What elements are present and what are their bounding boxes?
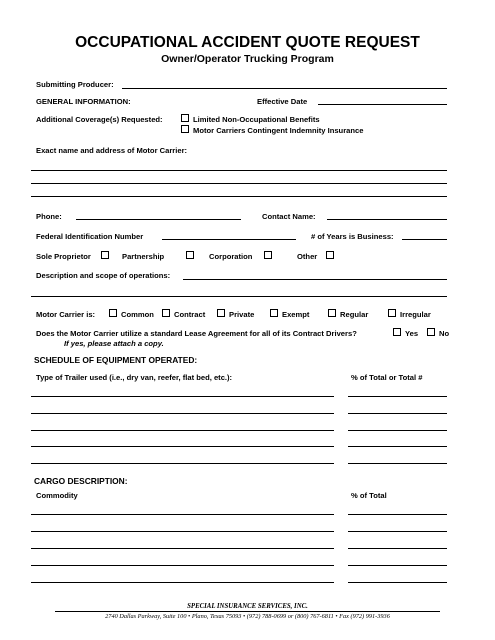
carrier-contract-checkbox[interactable] <box>162 309 170 317</box>
commodity-line-3[interactable] <box>31 548 334 549</box>
motor-carrier-address-line-2[interactable] <box>31 183 447 184</box>
carrier-irregular-checkbox[interactable] <box>388 309 396 317</box>
trailer-pct-line-2[interactable] <box>348 413 447 414</box>
submitting-producer-label: Submitting Producer: <box>36 80 114 89</box>
motor-carrier-is-label: Motor Carrier is: <box>36 310 96 319</box>
motor-carrier-address-line-1[interactable] <box>31 170 447 171</box>
trailer-type-label: Type of Trailer used (i.e., dry van, reefer, flat bed, etc.): <box>36 373 233 382</box>
coverage-contingent-indemnity-label: Motor Carriers Contingent Indemnity Insurance <box>193 126 364 135</box>
lease-no-checkbox[interactable] <box>427 328 435 336</box>
description-line-2[interactable] <box>31 296 447 297</box>
effective-date-field[interactable] <box>318 104 447 105</box>
motor-carrier-name-label: Exact name and address of Motor Carrier: <box>36 146 188 155</box>
years-in-business-label: # of Years is Business: <box>311 232 394 241</box>
entity-sole-proprietor-label: Sole Proprietor <box>36 252 91 261</box>
entity-other-checkbox[interactable] <box>326 251 334 259</box>
coverage-non-occupational-checkbox[interactable] <box>181 114 189 122</box>
effective-date-label: Effective Date <box>257 97 308 106</box>
trailer-type-line-1[interactable] <box>31 396 334 397</box>
commodity-line-5[interactable] <box>31 582 334 583</box>
motor-carrier-address-line-3[interactable] <box>31 196 447 197</box>
footer-company: SPECIAL INSURANCE SERVICES, INC. <box>187 603 308 610</box>
lease-yes-checkbox[interactable] <box>393 328 401 336</box>
commodity-pct-line-5[interactable] <box>348 582 447 583</box>
carrier-irregular-label: Irregular <box>400 310 431 319</box>
lease-question-label: Does the Motor Carrier utilize a standard Lease Agreement for all of its Contract Drivers? <box>36 329 357 338</box>
entity-corporation-label: Corporation <box>209 252 253 261</box>
years-in-business-field[interactable] <box>402 239 447 240</box>
contact-name-label: Contact Name: <box>262 212 316 221</box>
trailer-type-line-5[interactable] <box>31 463 334 464</box>
general-information-label: GENERAL INFORMATION: <box>36 97 131 106</box>
trailer-pct-line-1[interactable] <box>348 396 447 397</box>
commodity-label: Commodity <box>36 491 78 500</box>
carrier-regular-checkbox[interactable] <box>328 309 336 317</box>
coverage-contingent-indemnity-checkbox[interactable] <box>181 125 189 133</box>
commodity-line-2[interactable] <box>31 531 334 532</box>
carrier-common-label: Common <box>121 310 154 319</box>
commodity-line-4[interactable] <box>31 565 334 566</box>
form-subtitle: Owner/Operator Trucking Program <box>161 53 334 65</box>
cargo-heading: CARGO DESCRIPTION: <box>34 476 128 486</box>
trailer-pct-line-3[interactable] <box>348 430 447 431</box>
commodity-pct-line-2[interactable] <box>348 531 447 532</box>
entity-sole-proprietor-checkbox[interactable] <box>101 251 109 259</box>
lease-no-label: No <box>439 329 450 338</box>
trailer-pct-label: % of Total or Total # <box>351 373 423 382</box>
carrier-common-checkbox[interactable] <box>109 309 117 317</box>
entity-partnership-label: Partnership <box>122 252 165 261</box>
contact-name-field[interactable] <box>327 219 447 220</box>
commodity-pct-line-4[interactable] <box>348 565 447 566</box>
coverage-non-occupational-label: Limited Non-Occupational Benefits <box>193 115 320 124</box>
phone-label: Phone: <box>36 212 62 221</box>
trailer-type-line-2[interactable] <box>31 413 334 414</box>
trailer-type-line-4[interactable] <box>31 446 334 447</box>
commodity-pct-label: % of Total <box>351 491 387 500</box>
commodity-pct-line-1[interactable] <box>348 514 447 515</box>
schedule-heading: SCHEDULE OF EQUIPMENT OPERATED: <box>34 355 198 365</box>
trailer-type-line-3[interactable] <box>31 430 334 431</box>
carrier-contract-label: Contract <box>174 310 206 319</box>
commodity-pct-line-3[interactable] <box>348 548 447 549</box>
additional-coverage-label: Additional Coverage(s) Requested: <box>36 115 163 124</box>
lease-yes-label: Yes <box>405 329 419 338</box>
submitting-producer-field[interactable] <box>122 88 447 89</box>
footer-divider <box>55 611 440 612</box>
federal-id-label: Federal Identification Number <box>36 232 144 241</box>
phone-field[interactable] <box>76 219 241 220</box>
carrier-exempt-checkbox[interactable] <box>270 309 278 317</box>
carrier-private-label: Private <box>229 310 255 319</box>
form-title: OCCUPATIONAL ACCIDENT QUOTE REQUEST <box>75 34 420 51</box>
footer-address: 2740 Dallas Parkway, Suite 100 • Plano, Texas 75093 • (972) 788-0699 or (800) 767-6811 • Fax (972) 991-3936 <box>105 613 390 620</box>
trailer-pct-line-5[interactable] <box>348 463 447 464</box>
carrier-private-checkbox[interactable] <box>217 309 225 317</box>
entity-partnership-checkbox[interactable] <box>186 251 194 259</box>
commodity-line-1[interactable] <box>31 514 334 515</box>
carrier-regular-label: Regular <box>340 310 369 319</box>
trailer-pct-line-4[interactable] <box>348 446 447 447</box>
entity-other-label: Other <box>297 252 318 261</box>
entity-corporation-checkbox[interactable] <box>264 251 272 259</box>
description-label: Description and scope of operations: <box>36 271 171 280</box>
lease-note: If yes, please attach a copy. <box>64 339 164 348</box>
federal-id-field[interactable] <box>162 239 296 240</box>
description-line-1[interactable] <box>183 279 447 280</box>
carrier-exempt-label: Exempt <box>282 310 310 319</box>
